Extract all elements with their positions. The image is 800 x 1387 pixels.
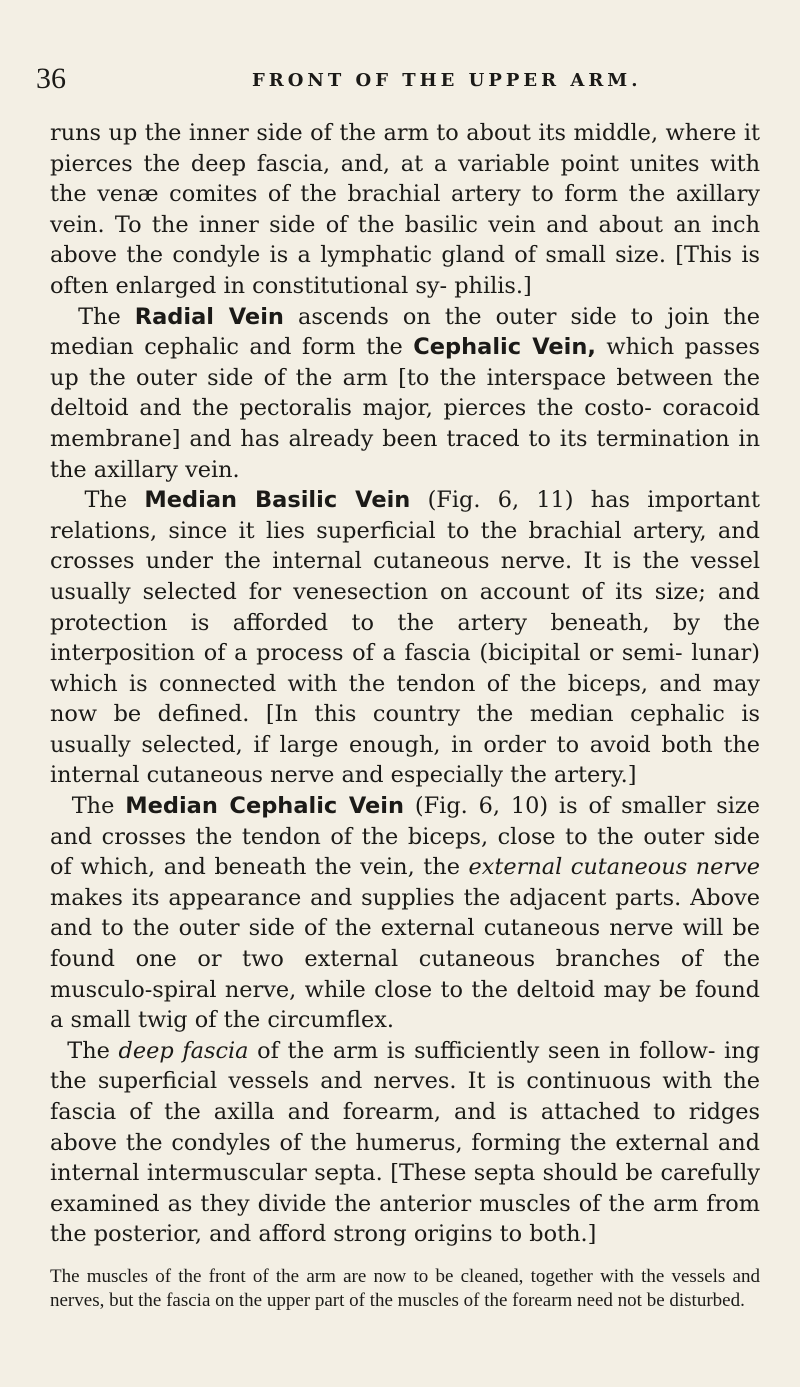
body-text [50, 118, 760, 1250]
paragraph-text: (Fig. 6, 11) has important relations, since it lies superficial to the brachial artery, and crosses under the internal cutaneous nerve. It is the vessel usually selected for venesection on account of its size; and protection is afforded to the artery beneath, by the interposition of a process of a fascia (bicipital or semi- lunar) which is connected with the tendon of the biceps, and may now be defined. [In this country the median cephalic is usually selected, if large enough, in order to avoid both the internal cutaneous nerve and especially the artery.] [50, 487, 760, 789]
running-head: FRONT OF THE UPPER ARM. [252, 70, 642, 91]
paragraph-text: The [71, 793, 126, 820]
paragraph-continuation [50, 118, 760, 302]
paragraph-text: ascends on the outer side to join the median cephalic and form the [50, 303, 760, 361]
term-median-basilic-vein: Median Basilic Vein [144, 487, 411, 514]
term-external-cutaneous-nerve: external cutaneous nerve [468, 854, 761, 881]
paragraph-deep-fascia [50, 1036, 760, 1250]
term-cephalic-vein: Cephalic Vein, [413, 334, 596, 361]
small-print-note: The muscles of the front of the arm are now to be cleaned, together with the vessels and nerves, but the fascia on the upper part of the muscles of the forearm need not be disturbed. [50, 1266, 760, 1311]
paragraph-median-basilic-vein [50, 485, 760, 791]
term-radial-vein: Radial Vein [134, 303, 284, 330]
paragraph-text: The [78, 303, 135, 330]
page-number: 36 [36, 62, 66, 95]
paragraph-text: of the arm is sufficiently seen in follow- ing the superficial vessels and nerves. It is continuous with the fascia of the axilla and forearm, and is attached to ridges above the condyles of the humerus, forming the external and internal intermuscular septa. [These septa should be carefully examined as they divide the anterior muscles of the arm from the posterior, and afford strong origins to both.] [50, 1037, 760, 1248]
paragraph-text: which passes up the outer side of the arm [to the interspace between the deltoid and the pectoralis major, pierces the costo- coracoid membrane] and has already been traced to its termination in the axillary vein. [50, 334, 760, 483]
paragraph-text: The [84, 487, 145, 514]
paragraph-text: runs up the inner side of the arm to about its middle, where it pierces the deep fascia, and, at a variable point unites with the venæ comites of the brachial artery to form the axillary vein. To the inner side of the basilic vein and about an inch above the condyle is a lymphatic gland of small size. [This is often enlarged in constitutional sy- philis.] [50, 120, 760, 299]
term-median-cephalic-vein: Median Cephalic Vein [125, 793, 405, 820]
paragraph-text: The [67, 1037, 119, 1064]
paragraph-median-cephalic-vein [50, 791, 760, 1036]
page-header [36, 62, 764, 102]
term-deep-fascia: deep fascia [118, 1037, 249, 1064]
paragraph-text: makes its appearance and supplies the adjacent parts. Above and to the outer side of the external cutaneous nerve will be found one or two external cutaneous branches of the musculo-spiral nerve, while close to the deltoid may be found a small twig of the circumflex. [50, 884, 760, 1034]
paragraph-text: (Fig. 6, 10) is of smaller size and crosses the tendon of the biceps, close to the outer side of which, and beneath the vein, the [50, 793, 760, 881]
paragraph-radial-vein [50, 302, 760, 486]
